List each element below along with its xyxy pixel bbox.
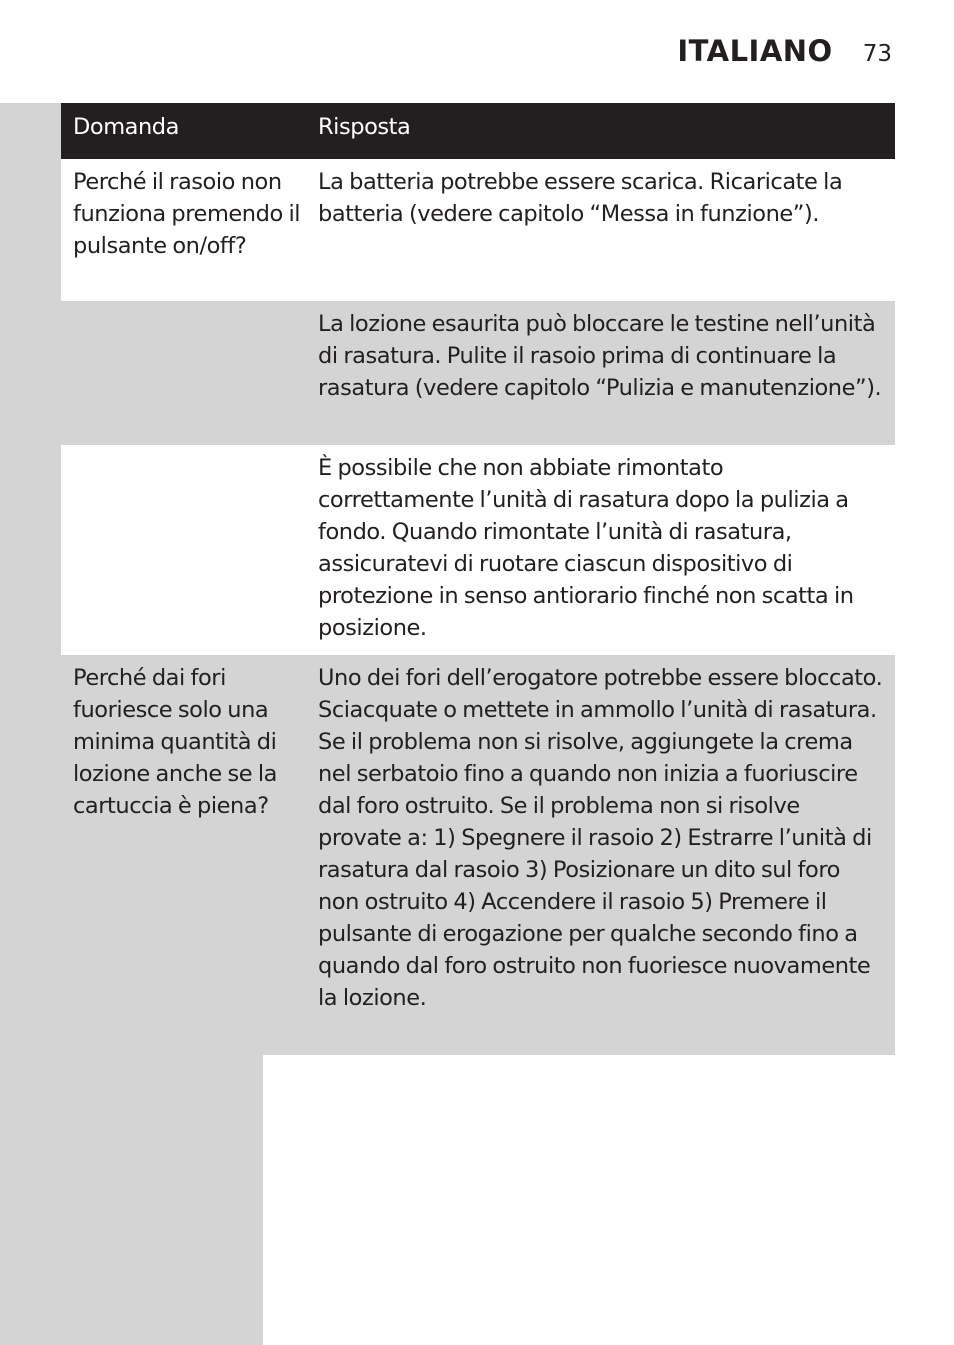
language-title: ITALIANO [677, 34, 833, 68]
question-cell: Perché dai fori fuoriesce solo una minima quantità di lozione anche se la cartuccia è piena? [73, 665, 277, 819]
table-row [61, 445, 895, 655]
question-cell: Perché il rasoio non funziona premendo il pulsante on/off? [73, 169, 301, 259]
answer-cell: La lozione esaurita può bloccare le testine nell’unità di rasatura. Pulite il rasoio prima di continuare la rasatura (vedere capitolo “Pulizia e manutenzione”). [318, 311, 882, 401]
page-header [677, 34, 892, 74]
table-row [61, 159, 895, 301]
answer-cell: È possibile che non abbiate rimontato correttamente l’unità di rasatura dopo la pulizia a fondo. Quando rimontate l’unità di rasatura, assicuratevi di ruotare ciascun dispositivo di protezione in senso antiorario finché non scatta in posizione. [318, 455, 854, 641]
table-row [61, 655, 895, 1055]
column-header-answer: Risposta [318, 114, 411, 140]
answer-cell: La batteria potrebbe essere scarica. Ricaricate la batteria (vedere capitolo “Messa in funzione”). [318, 169, 843, 227]
answer-cell: Uno dei fori dell’erogatore potrebbe essere bloccato. Sciacquate o mettete in ammollo l’unità di rasatura. Se il problema non si risolve, aggiungete la crema nel serbatoio fino a quando non inizia a fuoriuscire dal foro ostruito. Se il problema non si risolve provate a: 1) Spegnere il rasoio 2) Estrarre l’unità di rasatura dal rasoio 3) Posizionare un dito sul foro non ostruito 4) Accendere il rasoio 5) Premere il pulsante di erogazione per qualche secondo fino a quando dal foro ostruito non fuoriesce nuovamente la lozione. [318, 665, 883, 1011]
faq-table [61, 103, 895, 1055]
page-number: 73 [862, 41, 892, 67]
table-row [61, 301, 895, 445]
column-header-question: Domanda [73, 114, 179, 140]
table-header-row [61, 103, 895, 159]
